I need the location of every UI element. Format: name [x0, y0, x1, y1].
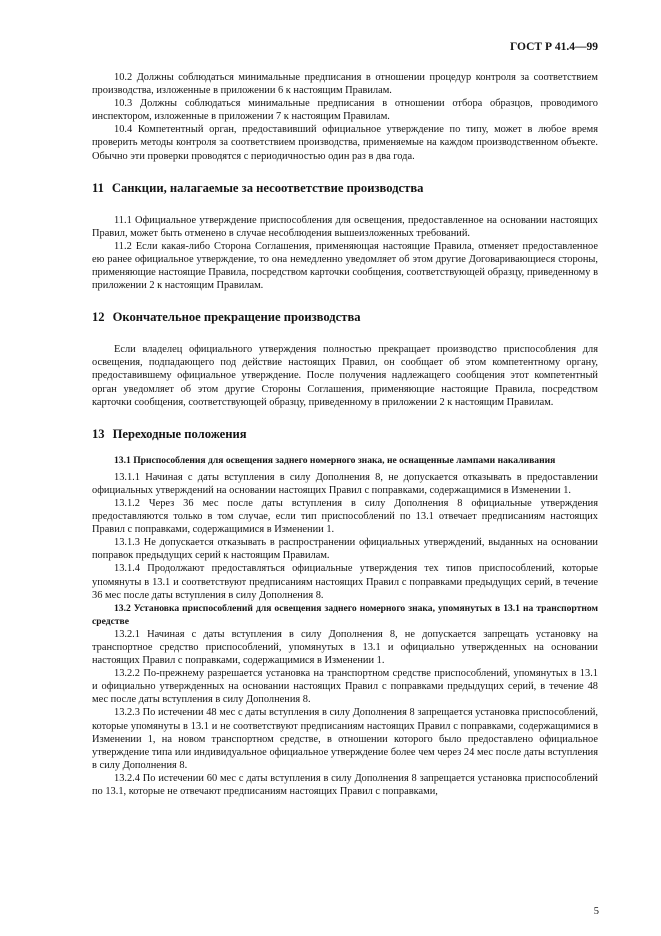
section-title: Санкции, налагаемые за несоответствие производства [111, 180, 424, 195]
clause-13-2-4: 13.2.4 По истечении 60 мес с даты вступления в силу Дополнения 8 запрещается установка приспособлений по 13.1, которые не отвечают предписаниям настоящих Правил с поправками, [92, 772, 598, 798]
clause-10-4: 10.4 Компетентный орган, предоставивший официальное утверждение по типу, может в любое время проверить методы контроля за соответствием производства, применяемые на каждом производственном объекте. Обычно эти проверки проводятся с периодичностью один раз в два года. [92, 124, 598, 162]
document-body [92, 71, 598, 798]
clause-13-2-3: 13.2.3 По истечении 48 мес с даты вступления в силу Дополнения 8 запрещается установка приспособлений, которые упомянуты в 13.1 и не соответствуют предписаниям настоящих Правил с поправками, содержащимися в Изменении 1, на новом транспортном средстве, в отношении которого было предоставлено официальное утверждение типа или индивидуальное официальное утверждение более чем через 24 мес после даты вступления в силу Дополнения 8. [92, 707, 598, 771]
page-number: 5 [593, 906, 599, 917]
section-12-heading [92, 310, 598, 325]
clause-11-1: 11.1 Официальное утверждение приспособления для освещения, предоставленное на основании настоящих Правил, может быть отменено в случае несоблюдения вышеизложенных требований. [92, 214, 598, 239]
clause-13-2-2: 13.2.2 По-прежнему разрешается установка на транспортном средстве приспособлений, упомянутых в 13.1 и официально утвержденных на основании настоящих Правил с поправками предыдущих серий, в течение 48 мес после даты вступления в силу Дополнения 8. [92, 668, 598, 706]
clause-13-1-3: 13.1.3 Не допускается отказывать в распространении официальных утверждений, выданных на основании поправок предыдущих серий к настоящим Правилам. [92, 537, 598, 562]
section-11-heading [92, 181, 598, 196]
clause-10-2: 10.2 Должны соблюдаться минимальные предписания в отношении процедур контроля за соответствием производства, изложенные в приложении 6 к настоящим Правилам. [92, 72, 598, 97]
clause-13-1-heading: 13.1 Приспособления для освещения заднего номерного знака, не оснащенные лампами накаливания [114, 454, 556, 466]
clause-13-2-heading: 13.2 Установка приспособлений для освещения заднего номерного знака, упомянутых в 13.1 на транспортном средстве [92, 602, 598, 627]
section-title: Переходные положения [112, 426, 247, 441]
clause-13-1-4: 13.1.4 Продолжают предоставляться официальные утверждения тех типов приспособлений, которые упомянуты в 13.1 и соответствуют предписаниям настоящих Правил с поправками предыдущих серий, в течение 36 мес после даты вступления в силу Дополнения 8. [92, 563, 598, 601]
clause-13-1-1: 13.1.1 Начиная с даты вступления в силу Дополнения 8, не допускается отказывать в предоставлении официальных утверждений на основании настоящих Правил с поправками, содержащимися в Изменении 1. [92, 471, 598, 496]
clause-13-2-1: 13.2.1 Начиная с даты вступления в силу Дополнения 8, не допускается запрещать установку на транспортное средство приспособлений, упомянутых в 13.1 и официально утвержденных на основании настоящих Правил с поправками, содержащимися в Изменении 1. [92, 628, 598, 667]
clause-11-2: 11.2 Если какая-либо Сторона Соглашения, применяющая настоящие Правила, отменяет предоставленное ею ранее официальное утверждение, то она немедленно уведомляет об этом другие Договаривающиеся стороны, применяющие настоящие Правила, посредством карточки сообщения, соответствующей образцу, приведенному в приложении 2 к настоящим Правилам. [92, 240, 598, 292]
section-number: 13 [92, 426, 105, 441]
section-13-heading [92, 427, 598, 442]
section-12-paragraph: Если владелец официального утверждения полностью прекращает производство приспособления для освещения, подпадающего под действие настоящих Правил, он сообщает об этом компетентному органу, предоставившему официальное утверждение. После получения надлежащего сообщения этот компетентный орган уведомляет об этом другие Стороны Соглашения, применяющие настоящие Правила, посредством карточки сообщения, соответствующей образцу, приведенному в приложении 2 к настоящим Правилам. [92, 344, 598, 408]
document-header-code: ГОСТ Р 41.4—99 [510, 41, 598, 53]
clause-13-1-2: 13.1.2 Через 36 мес после даты вступления в силу Дополнения 8 официальные утверждения предоставляются только в том случае, если тип приспособлений по 13.1 отвечает предписаниям настоящих Правил с поправками, содержащимися в Изменении 1. [92, 497, 598, 536]
section-number: 11 [92, 180, 104, 195]
section-number: 12 [92, 310, 105, 325]
clause-10-3: 10.3 Должны соблюдаться минимальные предписания в отношении отбора образцов, проводимого инспектором, изложенные в приложении 7 к настоящим Правилам. [92, 98, 598, 123]
section-title: Окончательное прекращение производства [112, 310, 361, 325]
